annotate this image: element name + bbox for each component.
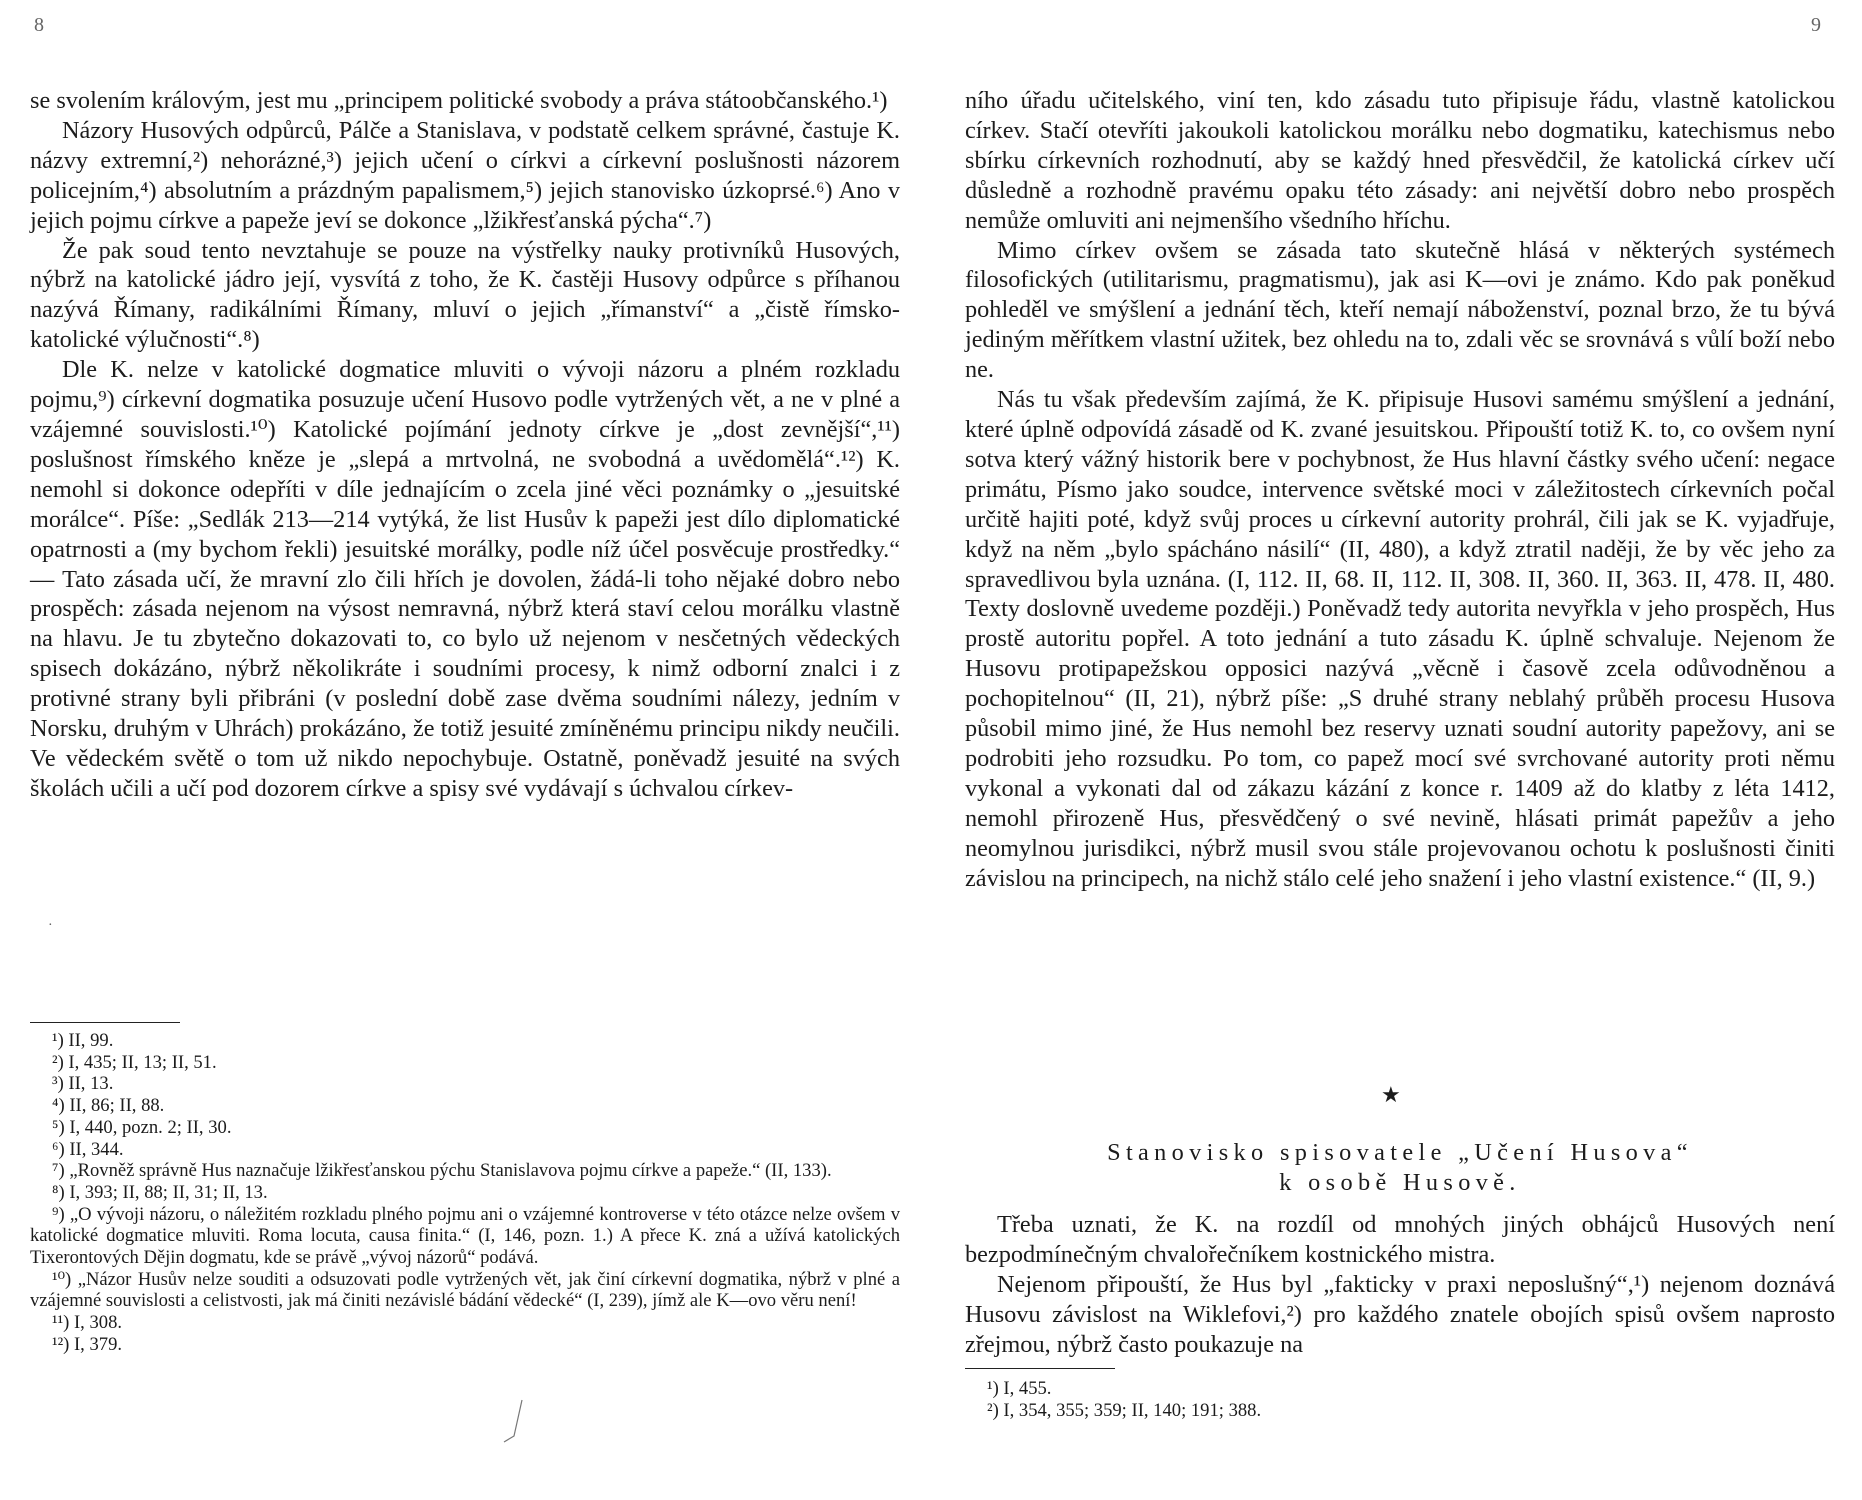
paragraph: se svolením královým, jest mu „principem politické svobody a práva státoobčanského.¹) (30, 87, 888, 114)
footnote-divider (30, 1022, 180, 1023)
paragraph: Nejenom připouští, že Hus byl „fakticky v praxi neposlušný“,¹) nejenom doznává Husovu závislost na Wiklefovi,²) pro každého znatele obojích spisů ovšem naprosto zřejmou, nýbrž často poukazuje na (965, 1270, 1835, 1358)
footnote: ⁴) II, 86; II, 88. (52, 1095, 165, 1117)
footnote: ⁹) „O vývoji názoru, o náležitém rozkladu plného pojmu ani o vzájemné kontroverse v této otázce nelze ovšem v katolické dogmatice mluviti. Roma locuta, causa finita.“ (I, 146, pozn. 1.) A přece K. zná a užívá katolických Tixerontových Dějin dogmatu, kde se právě „vývoj názorů“ podává. (30, 1203, 900, 1269)
footnote: ¹⁰) „Názor Husův nelze souditi a odsuzovati podle vytržených vět, jak činí církevní dogmatika, nýbrž v plné a vzájemné souvislosti a celistvosti, jak má činiti nezávislé bádání vědecké“ (I, 239), jímž ale K—ovo věru není! (30, 1268, 900, 1312)
footnote: ²) I, 354, 355; 359; II, 140; 191; 388. (987, 1399, 1262, 1421)
footnote: ⁶) II, 344. (52, 1138, 124, 1160)
paragraph: Mimo církev ovšem se zásada tato skutečně hlásá v některých systémech filosofických (utilitarismu, pragmatismu), jak asi K—ovi je známo. Kdo pak poněkud pohleděl ve smýšlení a jednání těch, kteří nemají náboženství, poznal brzo, že tu bývá jediným měřítkem vlastní užitek, bez ohledu na to, zdali věc se srovnává s vůlí boží nebo ne. (965, 236, 1835, 384)
section-divider-star: ★ (1381, 1082, 1401, 1107)
section-body (965, 1210, 1835, 1360)
paragraph: ního úřadu učitelského, viní ten, kdo zásadu tuto připisuje řádu, vlastně katolickou církev. Stačí otevříti jakoukoli katolickou morálku nebo dogmatiku, katechismus nebo sbírku církevních rozhodnutí, aby se každý hned přesvědčil, že katolická církev učí důsledně a rozhodně pravému opaku této zásady: ani největší dobro nebo prospěch nemůže omluviti ani nejmenšího všedního hříchu. (965, 87, 1835, 234)
footnote: ¹¹) I, 308. (52, 1312, 123, 1334)
paragraph: Názory Husových odpůrců, Pálče a Stanislava, v podstatě celkem správné, častuje K. názvy extremní,²) nehorázné,³) jejich učení o církvi a církevní poslušnosti názorem policejním,⁴) absolutním a prázdným papalismem,⁵) jejich stanovisko úzkoprsé.⁶) Ano v jejich pojmu církve a papeže jeví se dokonce „lžikřesťanská pýcha“.⁷) (30, 116, 900, 234)
page-number-left: 8 (34, 14, 44, 36)
section-heading (965, 1138, 1835, 1198)
left-body-text (30, 86, 900, 804)
left-footnotes (30, 1030, 900, 1356)
pencil-mark-icon (500, 1398, 540, 1443)
footnote: ³) II, 13. (52, 1073, 114, 1095)
margin-mark: · (48, 918, 53, 933)
footnote: ⁷) „Rovněž správně Hus naznačuje lžikřesťanskou pýchu Stanislavova pojmu církve a papeže.“ (II, 133). (52, 1160, 832, 1182)
right-body-text (965, 86, 1835, 893)
paragraph: Nás tu však především zajímá, že K. připisuje Husovi samému smýšlení a jednání, které úplně odpovídá zásadě od K. zvané jesuitskou. Připouští totiž K. to, co ovšem nyní sotva který vážný historik bere v pochybnost, že Hus hlavní částky svého učení: negace primátu, Písmo jako soudce, intervence světské moci v záležitostech církevních počal určitě hajiti poté, když svůj proces u církevní autority prohrál, čili jak se K. vyjadřuje, když na něm „bylo spácháno násilí“ (II, 480), a když ztratil naději, že by věc jeho za spravedlivou byla uznána. (I, 112. II, 68. II, 112. II, 308. II, 360. II, 363. II, 478. II, 480. Texty doslovně uvedeme později.) Poněvadž tedy autorita nevyřkla v jeho prospěch, Hus prostě autoritu popřel. A toto jednání a tuto zásadu K. úplně schvaluje. Nejenom že Husovu protipapežskou opposici nazývá „věcně i časově zcela odůvodněnou a pochopitelnou“ (II, 21), nýbrž píše: „S druhé strany neblahý průběh procesu Husova působil mimo jiné, že Hus nemohl bez reservy uznati soudní autority papežovy, ani se podrobiti jeho rozsudku. Po tom, co papež mocí své svrchované autority proti němu vykonal a vykonati dal od zákazu kázání z konce r. 1409 až do klatby z léta 1412, nemohl přirozeně Hus, přesvědčený o své nevině, hlásati primát papežův a jeho neomylnou jurisdikci, nýbrž musil svou stále projevovanou ochotu k poslušnosti činiti závislou na principech, na nichž stálo celé jeho snažení i jeho vlastní existence.“ (II, 9.) (965, 386, 1835, 892)
footnote-divider (965, 1368, 1115, 1369)
paragraph: Že pak soud tento nevztahuje se pouze na výstřelky nauky protivníků Husových, nýbrž na katolické jádro její, vysvítá z toho, že K. častěji Husovy odpůrce s příhanou nazývá Římany, radikálními Římany, mluví o jejich „římanství“ a „čistě římsko-katolické výlučnosti“.⁸) (30, 236, 900, 354)
left-page (30, 0, 900, 1500)
footnote: ¹) II, 99. (52, 1030, 114, 1051)
footnote: ⁸) I, 393; II, 88; II, 31; II, 13. (52, 1181, 268, 1203)
paragraph: Dle K. nelze v katolické dogmatice mluviti o vývoji názoru a plném rozkladu pojmu,⁹) církevní dogmatika posuzuje učení Husovo podle vytržených vět, a ne v plné a vzájemné souvislosti.¹⁰) Katolické pojímání jednoty církve je „dost zevnější“,¹¹) poslušnost římského kněze je „slepá a mrtvolná, ne svobodná a uvědomělá“.¹²) K. nemohl si dokonce odepříti v díle jednajícím o zcela jiné věci poznámky o „jesuitské morálce“. Píše: „Sedlák 213—214 vytýká, že list Husův k papeži jest dílo diplomatické opatrnosti a (my bychom řekli) jesuitské morálky, podle níž účel posvěcuje prostředky.“ — Tato zásada učí, že mravní zlo čili hřích je dovolen, žádá-li toho nějaké dobro nebo prospěch: zásada nejenom na výsost nemravná, nýbrž která staví celou morálku vlastně na hlavu. Je tu zbytečno dokazovati to, co bylo už nejenom v nesčetných vědeckých spisech dokázáno, nýbrž několikráte i soudními procesy, k nimž odborní znalci i z protivné strany byli přibráni (v poslední době zase dvěma soudními nálezy, jedním v Norsku, druhým v Uhrách) prokázáno, že totiž jesuité zmíněnému principu nikdy neučili. Ve vědeckém světě o tom už nikdo nepochybuje. Ostatně, poněvadž jesuité na svých školách učili a učí pod dozorem církve a spisy své vydávají s úchvalou církev- (30, 356, 900, 802)
footnote: ¹²) I, 379. (52, 1333, 123, 1355)
page-number-right: 9 (1811, 14, 1821, 36)
right-page (965, 0, 1835, 1500)
paragraph: Třeba uznati, že K. na rozdíl od mnohých jiných obhájců Husových není bezpodmínečným chvalořečníkem kostnického mistra. (965, 1211, 1835, 1268)
footnote: ¹) I, 455. (987, 1378, 1052, 1399)
heading-line-2: k osobě Husově. (1279, 1168, 1521, 1196)
right-footnotes (965, 1378, 1835, 1421)
footnote: ²) I, 435; II, 13; II, 51. (52, 1051, 217, 1073)
heading-line-1: Stanovisko spisovatele „Učení Husova“ (1107, 1139, 1693, 1166)
footnote: ⁵) I, 440, pozn. 2; II, 30. (52, 1116, 232, 1138)
